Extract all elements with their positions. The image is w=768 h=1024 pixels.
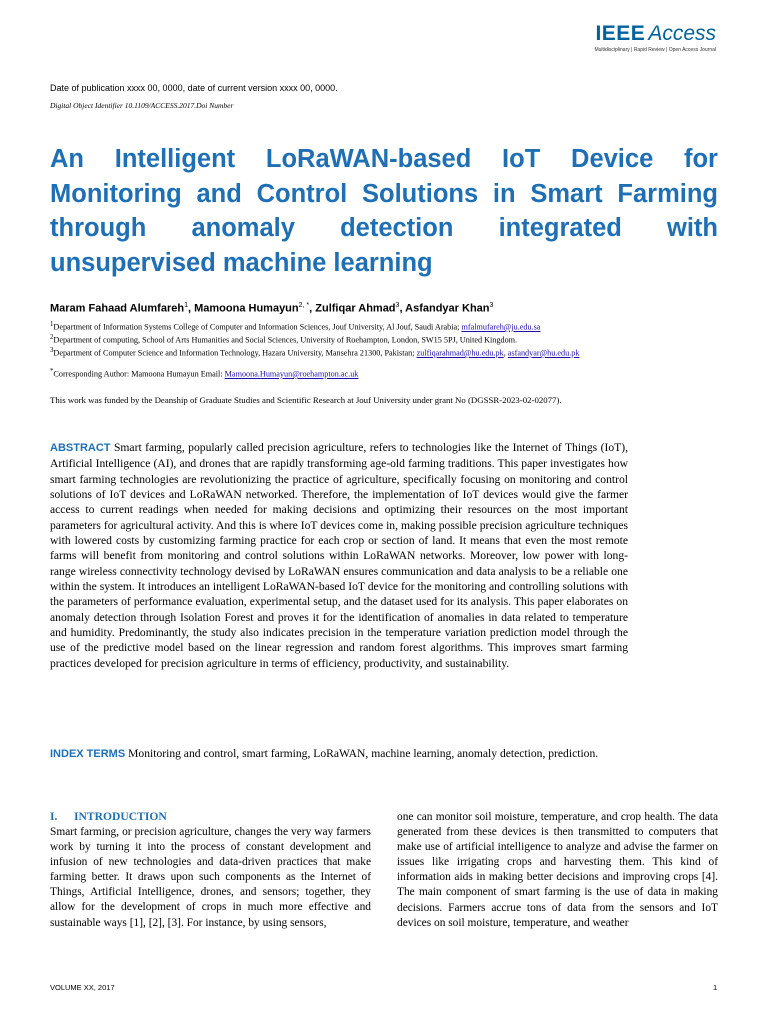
index-terms: [50, 746, 628, 762]
affiliation: $^2$Department of computing, School of Arts Humanities and Social Sciences, University of Roehampton, London, SW15 5PJ, United Kingdom.: [50, 334, 518, 345]
email-link[interactable]: Mamoona.Humayun@roehampton.ac.uk: [224, 369, 359, 379]
logo-tagline: Multidisciplinary | Rapid Review | Open Access Journal: [594, 47, 716, 53]
author-name: Mamoona Humayun: [194, 302, 299, 315]
paper-title: An Intelligent LoRaWAN-based IoT Device for Monitoring and Control Solutions in Smart Farming through anomaly detection integrated with unsupervised machine learning: [50, 145, 718, 277]
author-sup: 2, *: [298, 302, 310, 309]
footer-volume: VOLUME XX, 2017: [50, 983, 115, 992]
author-sup: 3: [395, 302, 400, 309]
author-name: Zulfiqar Ahmad: [315, 302, 396, 315]
author-sup: 1: [184, 302, 188, 309]
publication-date: Date of publication xxxx 00, 0000, date of current version xxxx 00, 0000.: [50, 83, 338, 93]
abstract-label: ABSTRACT: [50, 442, 111, 454]
doi-line: Digital Object Identifier 10.1109/ACCESS.2017.Doi Number: [50, 101, 234, 110]
index-terms-label: INDEX TERMS: [50, 748, 126, 760]
section-title: INTRODUCTION: [74, 810, 167, 823]
funding-note: This work was funded by the Deanship of Graduate Studies and Scientific Research at Jouf University under grant No (DGSSR-2023-02-02077).: [50, 395, 562, 405]
email-link[interactable]: zulfiqarahmad@hu.edu.pk: [416, 348, 504, 358]
section-heading: [50, 810, 167, 823]
author-name: Maram Fahaad Alumfareh: [50, 302, 185, 315]
author-list: Maram Fahaad Alumfareh$^1$, Mamoona Humayun$^{2, *}$, Zulfiqar Ahmad$^3$, Asfandyar Khan$^3$: [50, 302, 494, 315]
affiliation: $^3$Department of Computer Science and Information Technology, Hazara University, Mansehra 21300, Pakistan; zulfiqarahmad@hu.edu.pk, asfandyar@hu.edu.pk: [50, 347, 580, 358]
intro-column-left: Smart farming, or precision agriculture, changes the very way farmers work by turning it into the process of constant development and infusion of new technologies and data-driven practices that make farming better. It draws upon such components as the Internet of Things, Artificial Intelligence, drones, and sensors; together, they allow for the development of crops in much more effective and sustainable ways [1], [2], [3]. For instance, by using sensors,: [50, 826, 371, 929]
affiliation: $^1$Department of Information Systems College of Computer and Information Sciences, Jouf University, Al Jouf, Saudi Arabia; mfalmufareh@ju.edu.sa: [50, 321, 541, 332]
index-terms-text: Monitoring and control, smart farming, LoRaWAN, machine learning, anomaly detection, prediction.: [128, 747, 599, 760]
email-link[interactable]: asfandyar@hu.edu.pk: [507, 348, 580, 358]
abstract: [50, 440, 628, 671]
author-sup: 3: [489, 302, 494, 309]
page-number: 1: [713, 983, 718, 992]
section-number: I.: [50, 810, 58, 823]
abstract-text: Smart farming, popularly called precision agriculture, refers to technologies like the Internet of Things (IoT), Artificial Intelligence (AI), and drones that are rapidly transforming age-old farming traditions. This paper investigates how smart farming technologies are revolutionizing the practice of agriculture, specifically focusing on monitoring and control solutions of IoT devices and LoRaWAN networked. Therefore, the implementation of IoT devices would give the farmer access to current readings when needed for making decisions and optimizing their resources on the most important parameters for agricultural activity. And this is where IoT devices come in, making possible precision agriculture techniques with lowered costs by customizing farming practice for each crop or section of land. It means that even the most remote farms will benefit from monitoring and control solutions within LoRaWAN networks. Moreover, low power with long-range wireless connectivity technology devised by LoRaWAN ensures communication and data analysis to be a reliable one within the system. It introduces an intelligent LoRaWAN-based IoT device for the monitoring and controlling solutions with the parameters of performance evaluation, experimental setup, and the dataset used for its analysis. This paper elaborates on anomaly detection through Isolation Forest and proves it for the identification of anomalies in data related to temperature and humidity. Predominantly, the study also indicates precision in the temperature variation prediction model through the use of the predictive model based on the linear regression and random forest algorithms. This improves smart farming practices developed for precision agriculture in terms of efficiency, productivity, and sustainability.: [50, 441, 629, 670]
corresponding-author: *Corresponding Author: Mamoona Humayun Email: Mamoona.Humayun@roehampton.ac.uk: [50, 368, 359, 379]
logo-word: Access: [648, 22, 716, 45]
logo-brand: IEEE: [595, 22, 646, 45]
journal-logo: [594, 22, 716, 53]
intro-column-right: one can monitor soil moisture, temperature, and crop health. The data generated from these devices is then transmitted to computers that make use of artificial intelligence to analyze and advise the farmer on issues like irrigating crops and harvesting them. This kind of information aids in making better decisions and improving crops [4]. The main component of smart farming is the use of data in making decisions. Farmers accrue tons of data from the sensors and IoT devices on soil moisture, temperature, and weather: [397, 811, 718, 929]
email-link[interactable]: mfalmufareh@ju.edu.sa: [461, 322, 541, 332]
author-name: Asfandyar Khan: [405, 302, 490, 315]
